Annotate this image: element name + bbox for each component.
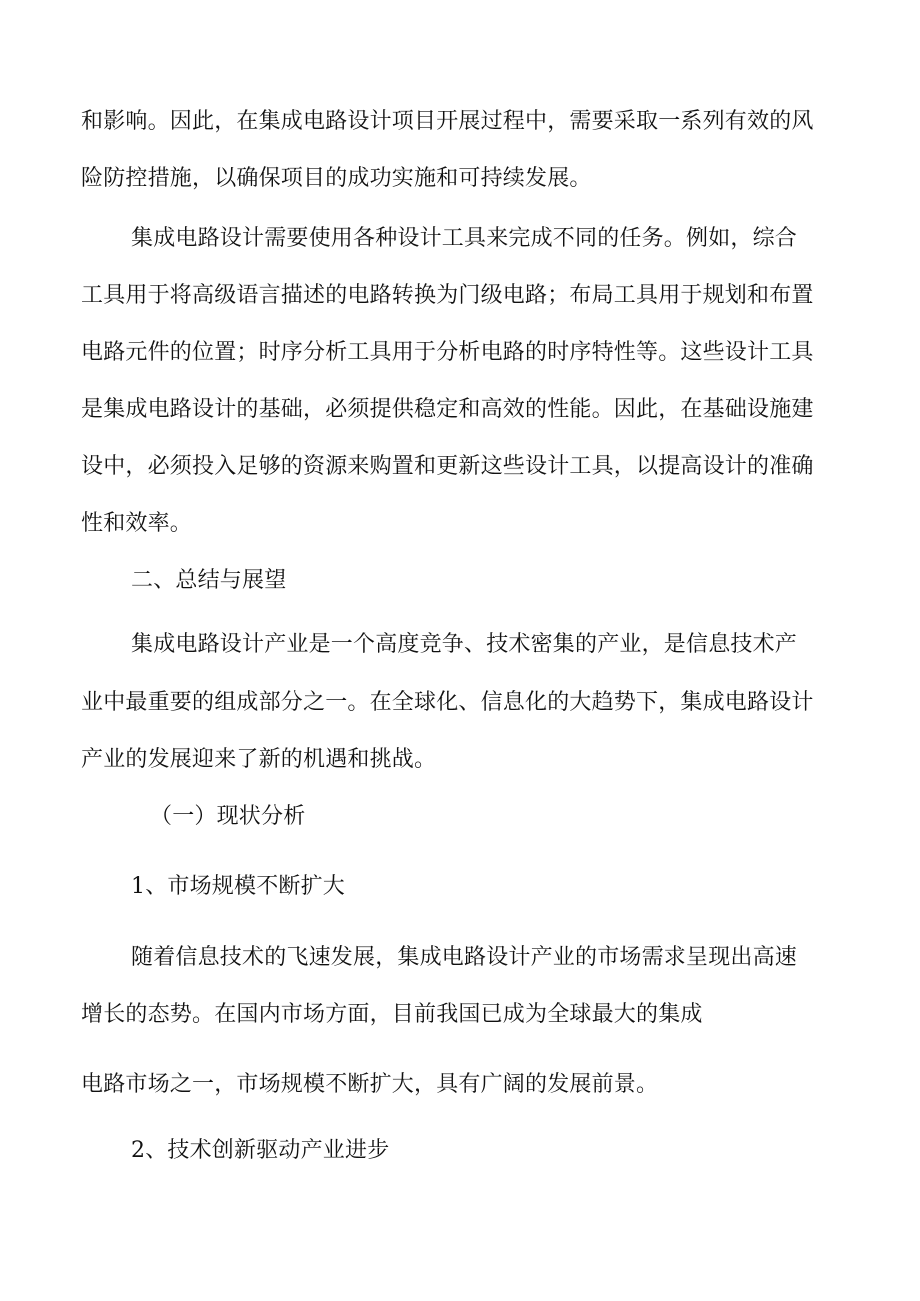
paragraph-line: 和影响。因此，在集成电路设计项目开展过程中，需要采取一系列有效的风 bbox=[81, 109, 814, 134]
paragraph-line: 集成电路设计产业是一个高度竞争、技术密集的产业，是信息技术产 bbox=[131, 632, 798, 657]
paragraph-line: 险防控措施，以确保项目的成功实施和可持续发展。 bbox=[81, 166, 592, 191]
paragraph-line: 增长的态势。在国内市场方面，目前我国已成为全球最大的集成 bbox=[81, 1002, 703, 1027]
paragraph-line: 性和效率。 bbox=[81, 511, 193, 536]
paragraph-line: 集成电路设计需要使用各种设计工具来完成不同的任务。例如，综合 bbox=[131, 226, 798, 251]
item-heading: 1、市场规模不断扩大 bbox=[131, 874, 345, 899]
item-heading: 2、技术创新驱动产业进步 bbox=[131, 1138, 390, 1163]
paragraph-line: 业中最重要的组成部分之一。在全球化、信息化的大趋势下，集成电路设计 bbox=[81, 690, 814, 715]
section-heading: 二、总结与展望 bbox=[131, 568, 287, 593]
paragraph-line: 电路市场之一，市场规模不断扩大，具有广阔的发展前景。 bbox=[81, 1072, 659, 1097]
subsection-heading: （一）现状分析 bbox=[150, 804, 306, 829]
paragraph-line: 随着信息技术的飞速发展，集成电路设计产业的市场需求呈现出高速 bbox=[131, 945, 798, 970]
paragraph-line: 是集成电路设计的基础，必须提供稳定和高效的性能。因此，在基础设施建 bbox=[81, 397, 814, 422]
paragraph-line: 工具用于将高级语言描述的电路转换为门级电路；布局工具用于规划和布置 bbox=[81, 283, 814, 308]
paragraph-line: 设中，必须投入足够的资源来购置和更新这些设计工具，以提高设计的准确 bbox=[81, 454, 814, 479]
paragraph-line: 产业的发展迎来了新的机遇和挑战。 bbox=[81, 747, 437, 772]
paragraph-line: 电路元件的位置；时序分析工具用于分析电路的时序特性等。这些设计工具 bbox=[81, 340, 814, 365]
